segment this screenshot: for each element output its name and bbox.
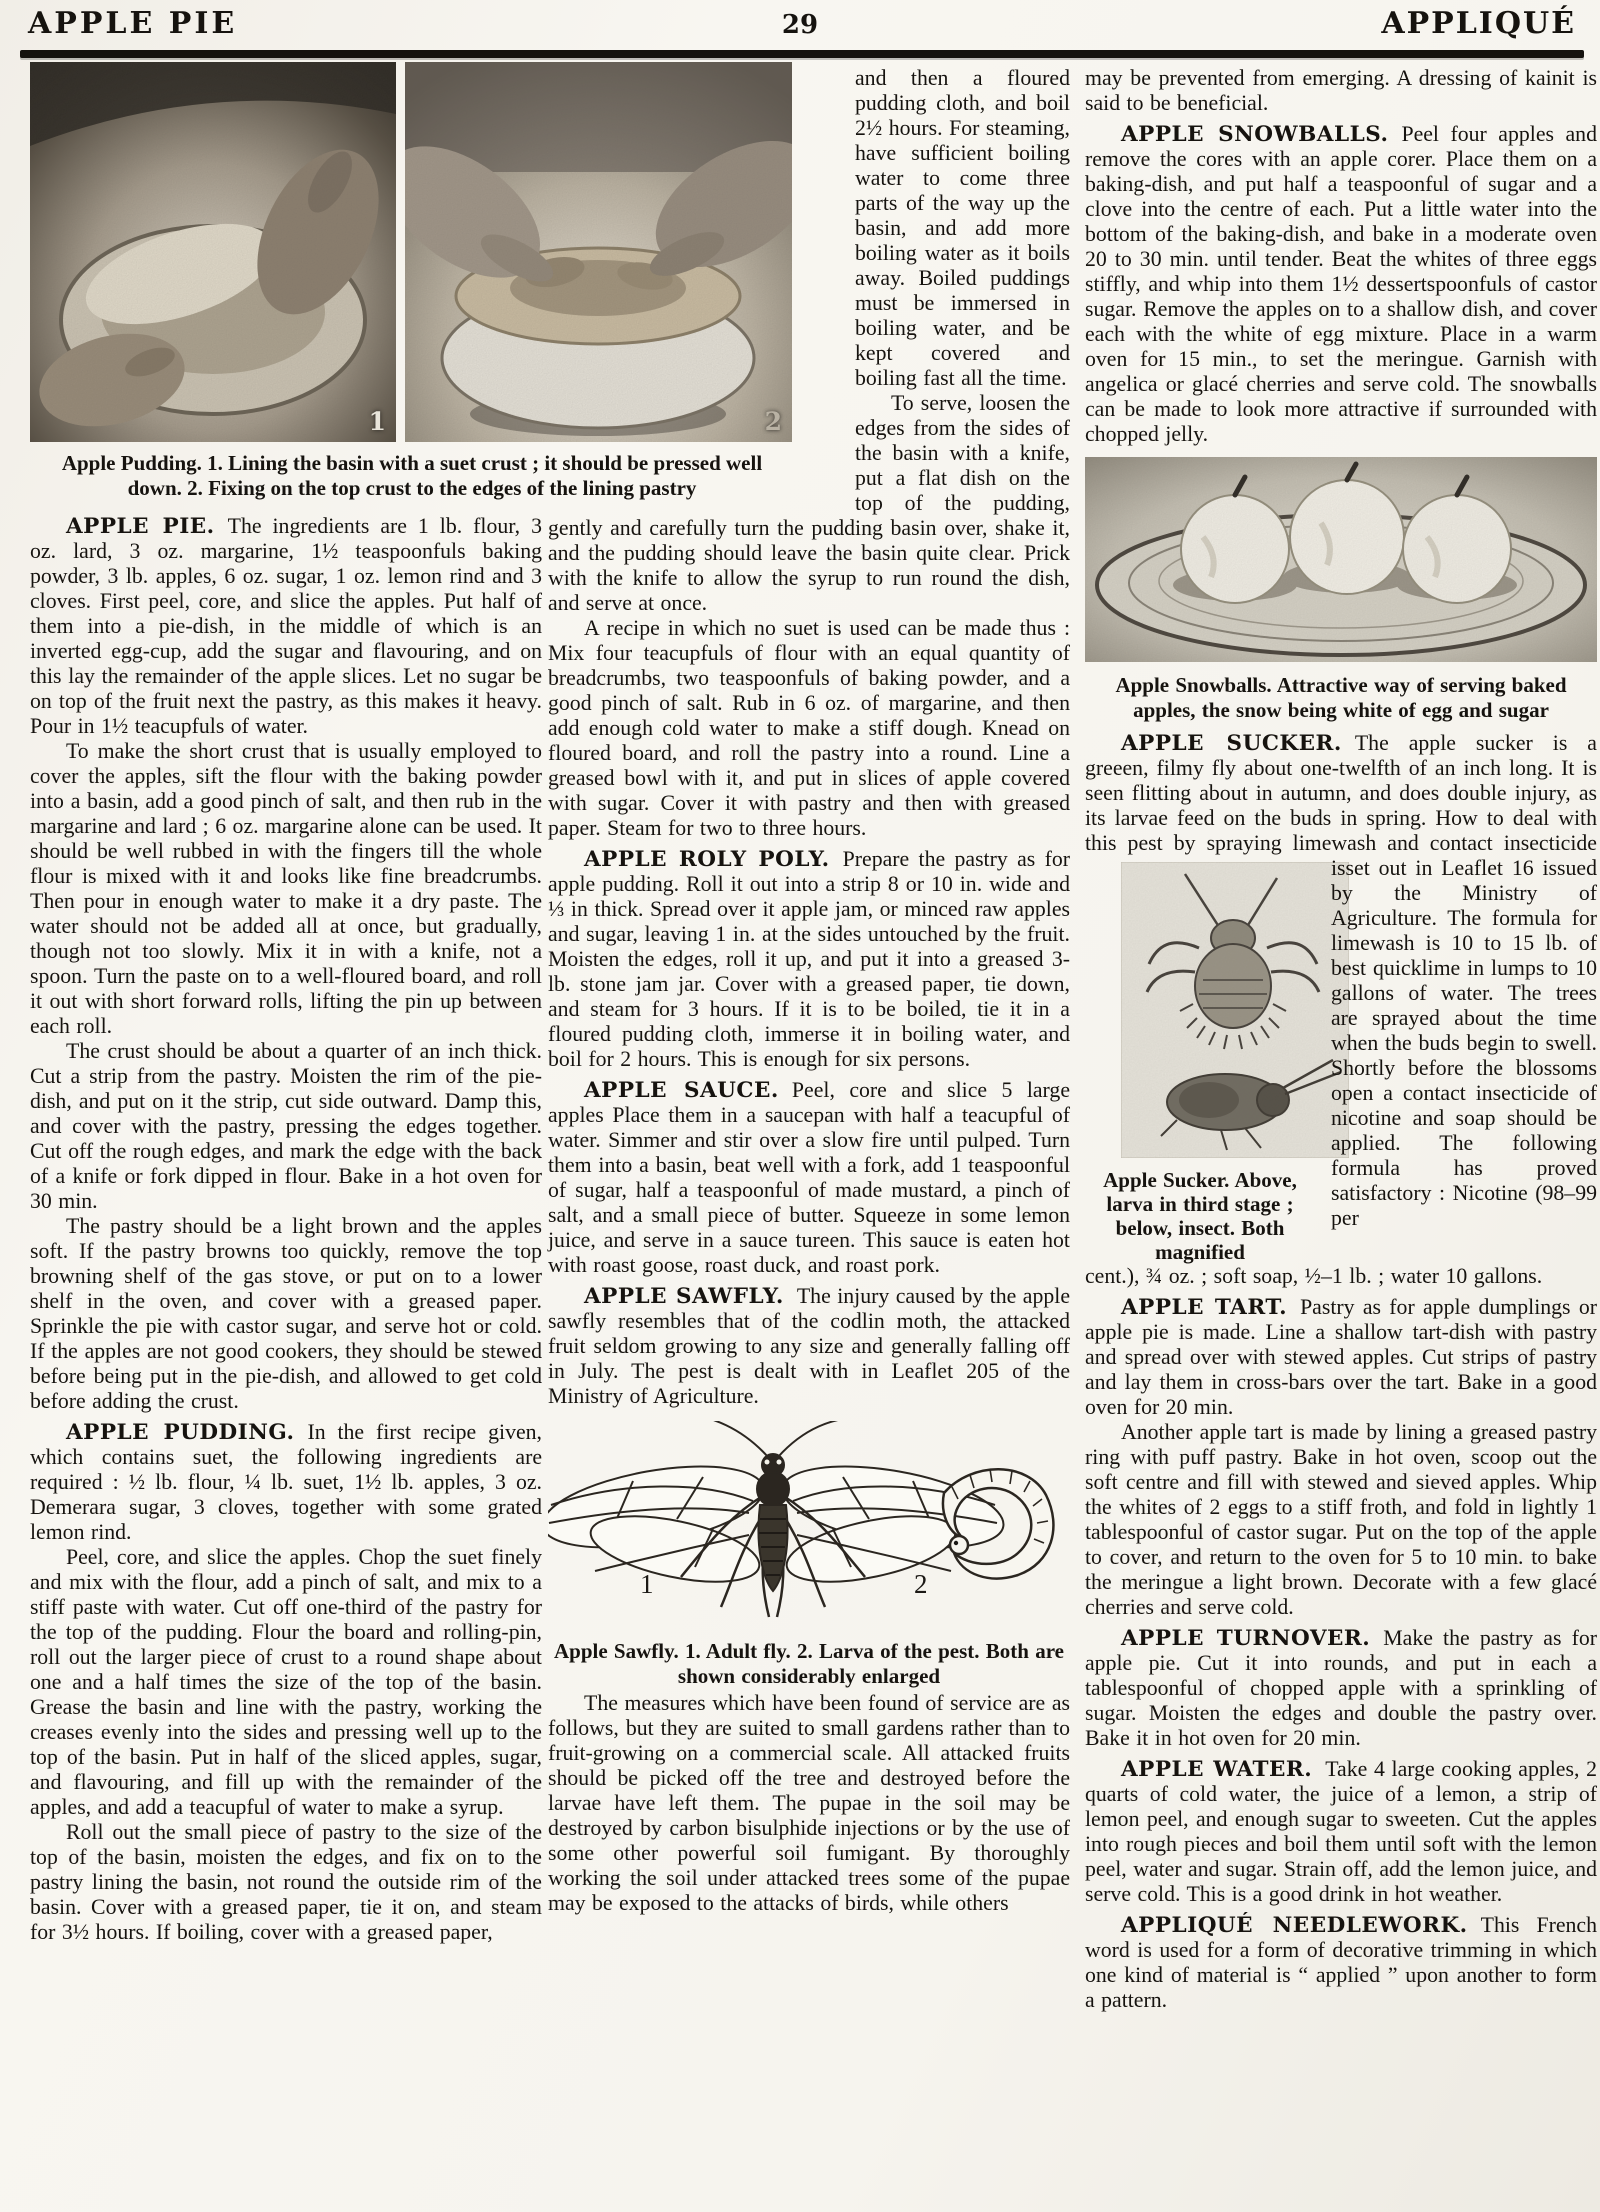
entry-apple-snowballs [1085,122,1597,447]
entry-title-apple-sucker: APPLE SUCKER. [1121,731,1342,756]
paragraph: To serve, loosen the edges from the sides of the basin with a knife, put a flat dish on the top of the pudding, gently and carefully turn the pudding basin over, shake it, and the pudding should leave the basin quite clear. Prick with the knife to allow the syrup to run round the dish, and serve at once. [548,391,1070,615]
entry-apple-sawfly [548,1284,1070,1409]
entry-text: Pastry as for apple dumplings or apple pie is made. Line a shallow tart-dish with pastry and spread over with stewed apples. Cut strips of pastry and lay them in cross-bars over the tart. Bake in a good oven for 20 min. [1085,1295,1597,1419]
figure-caption-apple-sucker: Apple Sucker. Above, larva in third stage ; below, insect. Both magnified [1103,1168,1297,1264]
sawfly-figure-label-1: 1 [640,1569,654,1599]
column-middle [548,66,1070,1916]
column-left [30,508,542,1945]
paragraph: The crust should be about a quarter of an inch thick. Cut a strip from the pastry. Moisten the rim of the pie-dish, and put on it the strip, cut side outward. Damp this, and cover with the pastry, pressing the edges together. Cut off the rough edges, and mark the edge with the back of a knife or fork dipped in flour. Bake in a hot oven for 30 min. [30,1039,542,1213]
entry-title-apple-water: APPLE WATER. [1121,1757,1313,1782]
photo-intrusion-spacer [548,66,855,512]
entry-text: The injury caused by the apple sawfly resembles that of the codlin moth, the attacked fruit seldom growing to any size and generally falling off in July. The pest is dealt with in Leaflet 205 of the Ministry of Agriculture. [548,1284,1070,1408]
entry-apple-tart [1085,1295,1597,1420]
entry-title-apple-tart: APPLE TART. [1121,1295,1288,1320]
entry-apple-roly-poly [548,847,1070,1072]
apple-snowballs-photo [1085,457,1597,662]
photo-label-1: 1 [368,407,386,436]
entry-title-apple-turnover: APPLE TURNOVER. [1121,1626,1371,1651]
entry-apple-turnover [1085,1626,1597,1751]
paragraph-continuation: cent.), ¾ oz. ; soft soap, ½–1 lb. ; water 10 gallons. [1085,1264,1543,1288]
entry-text-wrapped: set out in Leaflet 16 issued by the Ministry of Agriculture. The formula for limewash is 10 to 15 lb. of best quicklime in lumps to 10 gallons of water. The trees are sprayed about the time when the buds begin to swell. Shortly before the blossoms open a contact insecticide of nicotine and soap should be applied. The following formula has proved satisfactory : Nicotine (98–99 per [1331,856,1597,1230]
photo-lining-basin-art [30,62,396,442]
entry-title-applique-needlework: APPLIQUÉ NEEDLEWORK. [1121,1913,1468,1938]
entry-title-apple-sawfly: APPLE SAWFLY. [584,1284,784,1309]
entry-text: The ingredients are 1 lb. flour, 3 oz. lard, 3 oz. margarine, 1½ teaspoonfuls baking powder, 3 lb. apples, 6 oz. sugar, 1 oz. lemon rind and 3 cloves. First peel, core, and slice the apples. Put half of them into a pie-dish, in the middle of which is an inverted egg-cup, add the sugar and flavouring, and on this lay the remainder of the apple slices. Let no sugar be on top of the fruit next the pastry, as this makes it heavy. Pour in 1½ teacupfuls of water. [30,514,542,738]
entry-text: Make the pastry as for apple pie. Cut it into rounds, and put in each a tablespoonful of chopped apple with a sprinkling of sugar. Moisten the edges and double the pastry over. Bake it in hot oven for 20 min. [1085,1626,1597,1750]
figure-caption-apple-sawfly: Apple Sawfly. 1. Adult fly. 2. Larva of the pest. Both are shown considerably enlarged [554,1639,1064,1688]
paragraph: To make the short crust that is usually employed to cover the apples, sift the flour with the baking powder into a basin, add a good pinch of salt, and then rub in the margarine and lard ; 6 oz. margarine alone can be used. It should be well rubbed in with the fingers till the whole flour is mixed with it and looks like fine breadcrumbs. Then pour in enough water to make it a dry paste. The water should not be added all at once, but gradually, though not too slowly. Mix it in with a knife, not a spoon. Turn the paste on to a well-floured board, and roll it out with short forward rolls, lifting the pin up between each roll. [30,739,542,1038]
entry-title-apple-sauce: APPLE SAUCE. [584,1078,779,1103]
figure-apple-snowballs [1085,457,1597,723]
entry-text: Take 4 large cooking apples, 2 quarts of cold water, the juice of a lemon, a strip of lemon peel, and enough sugar to sweeten. Cut the apples into rough pieces and boil them until soft with the lemon peel, water and sugar. Strain off, add the lemon juice, and serve cold. This is a good drink in hot weather. [1085,1757,1597,1906]
entry-title-apple-snowballs: APPLE SNOWBALLS. [1121,122,1389,147]
paragraph: Peel, core, and slice the apples. Chop the suet finely and mix with the flour, add a pinch of salt, and mix to a stiff paste with water. Cut off one-third of the pastry for the top of the pudding. Flour the board and rolling-pin, roll out the larger piece of crust to a round shape about one and a half times the size of the top of the basin. Grease the basin and line with the pastry, working the creases evenly into the sides and pressing well up to the top of the basin. Put in half of the sliced apples, sugar, and flavouring, and fill up with the remainder of the apples, and add a teacupful of water to make a syrup. [30,1545,542,1819]
figure-apple-sucker [1085,862,1315,1264]
paragraph: The measures which have been found of service are as follows, but they are suited to small gardens rather than to fruit-growing on a commercial scale. All attacked fruits should be picked off the tree and destroyed before the larvae have left them. The pupae in the soil may be destroyed by carbon bisulphide injections or by the use of some other powerful soil fumigant. By thoroughly working the soil under attacked trees some of the pupae may be exposed to the attacks of birds, while others [548,1691,1070,1915]
entry-text: Prepare the pastry as for apple pudding. Roll it out into a strip 8 or 10 in. wide and ⅓ in thick. Spread over it apple jam, or minced raw apples and sugar, leaving 1 in. at the sides untouched by the fruit. Moisten the edges, roll it up, and put it into a greased 3-lb. stone jam jar. Cover with a greased paper, tie down, and steam for 3 hours. If it is to be boiled, tie it in a floured pudding cloth, immerse it in boiling water, and boil for 2 hours. This is enough for six persons. [548,847,1070,1071]
photo-label-2: 2 [764,407,782,436]
figure-apple-sawfly [548,1421,1070,1689]
apple-sucker-illustration [1121,862,1349,1158]
running-head-right: APPLIQUÉ [1381,6,1576,41]
apple-sawfly-illustration [548,1421,1064,1629]
entry-apple-water [1085,1757,1597,1907]
paragraph: Another apple tart is made by lining a greased pastry ring with puff pastry. Bake in hot oven, scoop out the soft centre and fill with stewed and sieved apples. Whip the whites of 2 eggs to a stiff froth, and fold in lightly 1 tablespoonful of castor sugar. Put on the top of the apple to cover, and return to the oven for 5 to 10 min. to bake the meringue a light brown. Decorate with a few glacé cherries and serve cold. [1085,1420,1597,1619]
paragraph: The pastry should be a light brown and the apples soft. If the pastry browns too quickly, remove the top browning shelf of the gas stove, or put on to a lower shelf in the oven, and cover with a greased paper. Sprinkle the pie with castor sugar, and serve hot or cold. If the apples are not good cookers, they should be stewed before being put in the pie-dish, and allowed to get cold before adding the crust. [30,1214,542,1413]
entry-text: Peel four apples and remove the cores with an apple corer. Place them on a baking-dish, and put half a teaspoonful of sugar and a clove into the centre of each. Put a little water into the bottom of the baking-dish, and bake in a moderate oven 20 to 30 min. until tender. Beat the whites of three eggs stiffly, and whip into them 1½ dessertspoonfuls of castor sugar. Remove the apples on to a shallow dish, and cover each with the white of egg mixture. Place in a warm oven for 15 min., to set the meringue. Garnish with angelica or glacé cherries and serve cold. The snowballs can be made to look more attractive if surrounded with chopped jelly. [1085,122,1597,446]
paragraph: A recipe in which no suet is used can be made thus : Mix four teacupfuls of flour with an equal quantity of breadcrumbs, two teaspoonfuls of baking powder, and a good pinch of salt. Rub in 6 oz. of margarine, and then add enough cold water to make a stiff dough. Knead on floured board, and roll the pastry into a round. Line a greased bowl with it, and put in slices of apple covered with sugar. Cover it with pastry and then with greased paper. Steam for two to three hours. [548,616,1070,840]
figure-caption-apple-snowballs: Apple Snowballs. Attractive way of serving baked apples, the snow being white of egg and sugar [1115,673,1567,722]
entry-text: This French word is used for a form of decorative trimming in which one kind of material is “ applied ” upon another to form a pattern. [1085,1913,1598,2012]
sawfly-figure-label-2: 2 [914,1569,928,1599]
paragraph-continuation: may be prevented from emerging. A dressing of kainit is said to be beneficial. [1085,66,1597,115]
entry-apple-pudding [30,1420,542,1545]
running-head-left: APPLE PIE [28,6,238,41]
entry-title-apple-pudding: APPLE PUDDING. [66,1420,295,1445]
entry-text: The apple sucker is a greeen, filmy fly about one-twelfth of an inch long. It is seen flitting about in autumn, and does double injury, as its larvae feed on the buds in spring. How to deal with this pest by spraying limewash and contact insecticide is [1085,731,1597,880]
entry-apple-pie [30,514,542,739]
paragraph-continuation: and then a floured pudding cloth, and boil 2½ hours. For steaming, have sufficient boiling water to come three parts of the way up the basin, and add more boiling water as it boils away. Boiled puddings must be immersed in boiling water, and be kept covered and boiling fast all the time. [855,66,1070,390]
header-rule [20,50,1584,58]
entry-text: Peel, core and slice 5 large apples Place them in a saucepan with half a teacupful of water. Simmer and stir over a slow fire until pulped. Turn them into a basin, beat well with a fork, add 1 teaspoonful of sugar, half a teaspoonful of made mustard, a pinch of salt, and a small piece of butter. Squeeze in some lemon juice, and serve in a sauce tureen. This sauce is eaten hot with roast goose, roast duck, and roast pork. [548,1078,1070,1277]
entry-apple-sucker [1085,731,1597,1264]
entry-apple-sauce [548,1078,1070,1278]
column-right [1085,66,1597,2013]
figure-caption-apple-pudding: Apple Pudding. 1. Lining the basin with a suet crust ; it should be pressed well down. 2. Fixing on the top crust to the edges of the lining pastry [61,451,763,500]
photo-lining-basin [30,62,396,442]
entry-text: In the first recipe given, which contains suet, the following ingredients are required : ½ lb. flour, ¼ lb. suet, 1½ lb. apples, 3 oz. Demerara sugar, 3 cloves, together with some grated lemon rind. [30,1420,542,1544]
paragraph: Roll out the small piece of pastry to the size of the top of the basin, moisten the edges, and fix on to the pastry lining the basin, not round the outside rim of the basin. Cover with a greased paper, tie it on, and steam for 3½ hours. If boiling, cover with a greased paper, [30,1820,542,1944]
entry-applique-needlework [1085,1913,1597,2013]
entry-title-apple-pie: APPLE PIE. [66,514,215,539]
entry-title-apple-roly-poly: APPLE ROLY POLY. [584,847,830,872]
page-number: 29 [781,10,819,40]
